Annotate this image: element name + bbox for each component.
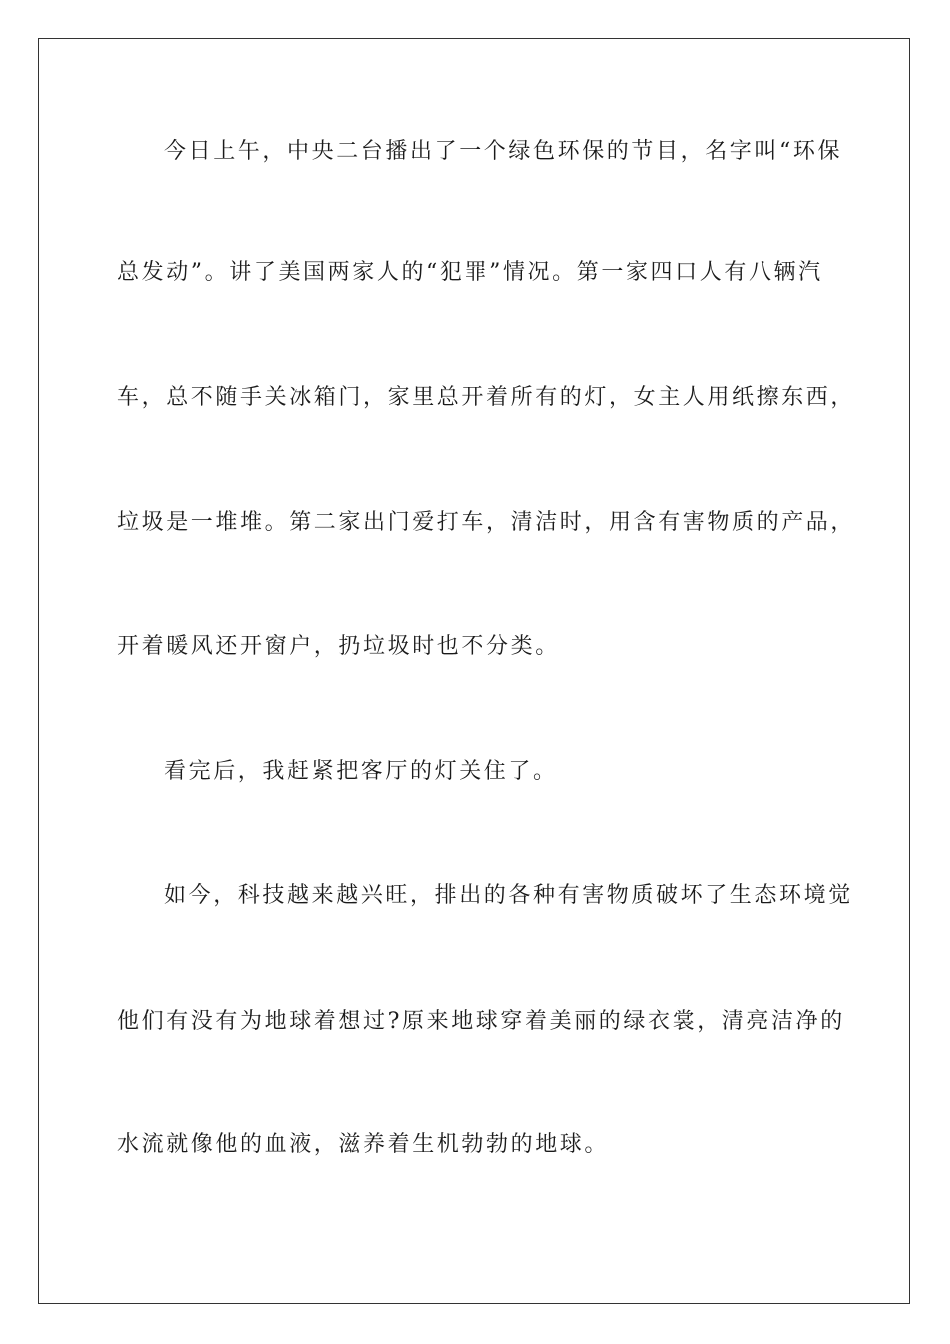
paragraph-3-line-2: 他们有没有为地球着想过?原来地球穿着美丽的绿衣裳，清亮洁净的 [117, 1009, 845, 1034]
paragraph-1-line-3: 车，总不随手关冰箱门，家里总开着所有的灯，女主人用纸擦东西， [117, 385, 856, 410]
paragraph-1-line-5: 开着暖风还开窗户，扔垃圾时也不分类。 [117, 634, 560, 659]
paragraph-1-line-1: 今日上午，中央二台播出了一个绿色环保的节目，名字叫“环保 [164, 139, 843, 164]
paragraph-3-line-1: 如今，科技越来越兴旺，排出的各种有害物质破坏了生态环境觉 [164, 883, 853, 908]
page-border [38, 38, 910, 1304]
paragraph-1-line-4: 垃圾是一堆堆。第二家出门爱打车，清洁时，用含有害物质的产品， [117, 510, 856, 535]
paragraph-2-line-1: 看完后，我赶紧把客厅的灯关住了。 [164, 759, 558, 784]
paragraph-1-line-2: 总发动”。讲了美国两家人的“犯罪”情况。第一家四口人有八辆汽 [117, 260, 823, 285]
paragraph-3-line-3: 水流就像他的血液，滋养着生机勃勃的地球。 [117, 1132, 610, 1157]
